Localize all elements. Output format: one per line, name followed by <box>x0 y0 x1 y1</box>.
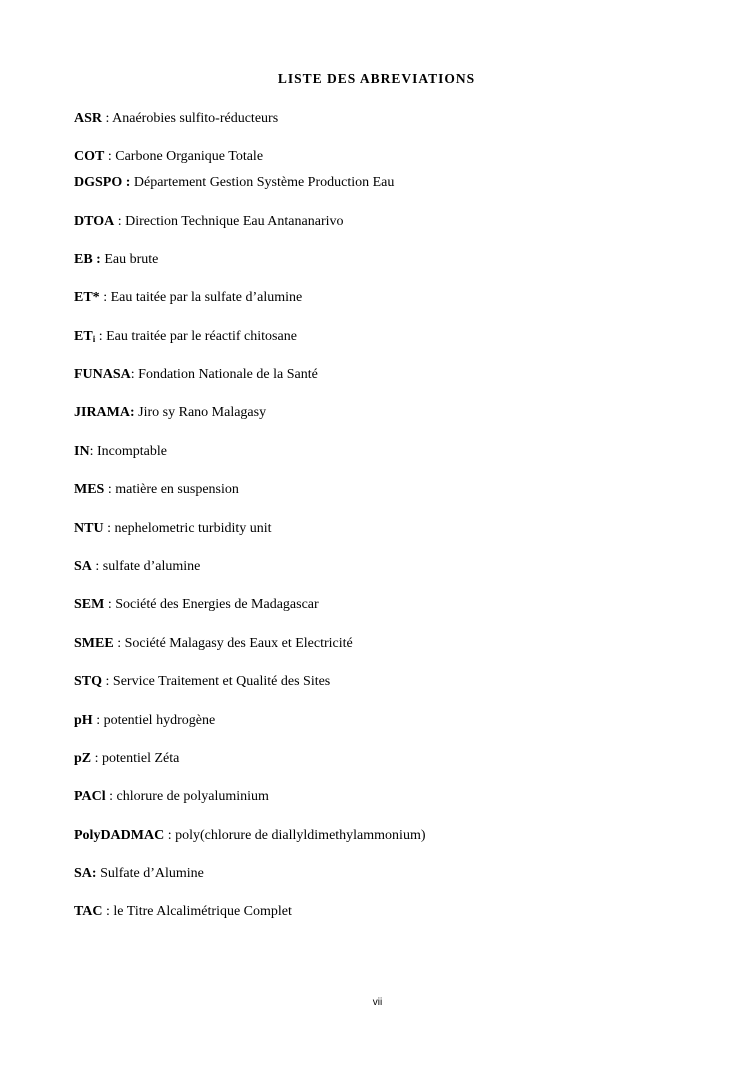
definition: le Titre Alcalimétrique Complet <box>113 904 292 919</box>
abbreviation-entry <box>74 148 263 165</box>
definition: Fondation Nationale de la Santé <box>138 367 318 382</box>
abbreviation-entry <box>74 596 319 613</box>
abbreviation-entry <box>74 750 179 767</box>
definition: Incomptable <box>96 444 167 459</box>
abbreviation: PolyDADMAC <box>74 828 165 843</box>
definition: Eau brute <box>104 252 159 267</box>
abbreviation: STQ <box>74 674 103 689</box>
definition: matière en suspension <box>115 482 239 497</box>
abbreviation: DTOA <box>74 214 115 229</box>
separator: : <box>105 789 117 804</box>
abbreviation: EB : <box>74 252 101 267</box>
abbreviation: SA <box>74 559 92 574</box>
separator: : <box>89 444 97 459</box>
abbreviation-entry <box>74 366 318 383</box>
definition: Eau traitée par le réactif chitosane <box>106 329 297 344</box>
separator: : <box>104 597 116 612</box>
abbreviation-entry <box>74 174 394 191</box>
separator: : <box>95 329 107 344</box>
abbreviation-entry <box>74 865 204 882</box>
abbreviation-entry <box>74 520 272 537</box>
abbreviation: JIRAMA: <box>74 405 135 420</box>
abbreviation: SA: <box>74 866 97 881</box>
abbreviation: ET* <box>74 290 100 305</box>
definition: chlorure de polyaluminium <box>116 789 269 804</box>
definition: potentiel Zéta <box>102 751 180 766</box>
abbreviation: SMEE <box>74 636 114 651</box>
separator: : <box>92 713 104 728</box>
abbreviation-entry <box>74 827 426 844</box>
definition: Anaérobies sulfito-réducteurs <box>112 111 279 126</box>
separator: : <box>113 636 125 651</box>
abbreviation-entry <box>74 903 292 920</box>
separator: : <box>91 559 103 574</box>
abbreviation: DGSPO : <box>74 175 131 190</box>
definition: potentiel hydrogène <box>103 713 216 728</box>
abbreviation-entry <box>74 289 302 306</box>
abbreviation: IN <box>74 444 90 459</box>
separator: : <box>91 751 103 766</box>
abbreviation: TAC <box>74 904 103 919</box>
definition: Sulfate d’Alumine <box>100 866 204 881</box>
page-number: vii <box>372 997 383 1008</box>
definition: sulfate d’alumine <box>102 559 201 574</box>
separator: : <box>102 111 113 126</box>
separator: : <box>104 149 116 164</box>
abbreviation-entry <box>74 404 266 421</box>
separator: : <box>164 828 176 843</box>
separator: : <box>130 367 139 382</box>
abbreviation-entry <box>74 712 215 729</box>
abbreviation-entry <box>74 443 167 460</box>
abbreviation: pH <box>74 713 93 728</box>
definition: Département Gestion Système Production Eau <box>133 175 395 190</box>
abbreviation-base: ET <box>74 329 93 344</box>
definition: Service Traitement et Qualité des Sites <box>112 674 331 689</box>
separator: : <box>99 290 111 305</box>
definition: Direction Technique Eau Antananarivo <box>125 214 344 229</box>
definition: nephelometric turbidity unit <box>114 521 272 536</box>
abbreviation: ASR <box>74 111 103 126</box>
definition: Jiro sy Rano Malagasy <box>138 405 267 420</box>
abbreviation-entry <box>74 481 239 498</box>
definition: Société Malagasy des Eaux et Electricité <box>124 636 353 651</box>
abbreviation: pZ <box>74 751 92 766</box>
definition: poly(chlorure de diallyldimethylammonium) <box>175 828 426 843</box>
abbreviation-entry <box>74 328 297 348</box>
abbreviation: SEM <box>74 597 105 612</box>
abbreviation-entry <box>74 251 158 268</box>
abbreviation-entry <box>74 558 200 575</box>
definition: Eau taitée par la sulfate d’alumine <box>110 290 303 305</box>
abbreviation: PACl <box>74 789 106 804</box>
abbreviation <box>74 329 95 344</box>
separator: : <box>104 482 116 497</box>
abbreviation-entry <box>74 673 330 690</box>
abbreviation: NTU <box>74 521 104 536</box>
separator: : <box>114 214 126 229</box>
definition: Société des Energies de Madagascar <box>115 597 319 612</box>
abbreviation: COT <box>74 149 105 164</box>
abbreviation: FUNASA <box>74 367 131 382</box>
abbreviation: MES <box>74 482 105 497</box>
separator: : <box>103 521 115 536</box>
separator: : <box>102 674 113 689</box>
abbreviation-entry <box>74 213 344 230</box>
separator: : <box>102 904 114 919</box>
abbreviation-entry <box>74 788 269 805</box>
abbreviation-entry <box>74 110 278 127</box>
abbreviation-entry <box>74 635 353 652</box>
definition: Carbone Organique Totale <box>115 149 264 164</box>
abbreviation-subscript: i <box>92 334 96 344</box>
page-title: LISTE DES ABREVIATIONS <box>277 71 476 86</box>
